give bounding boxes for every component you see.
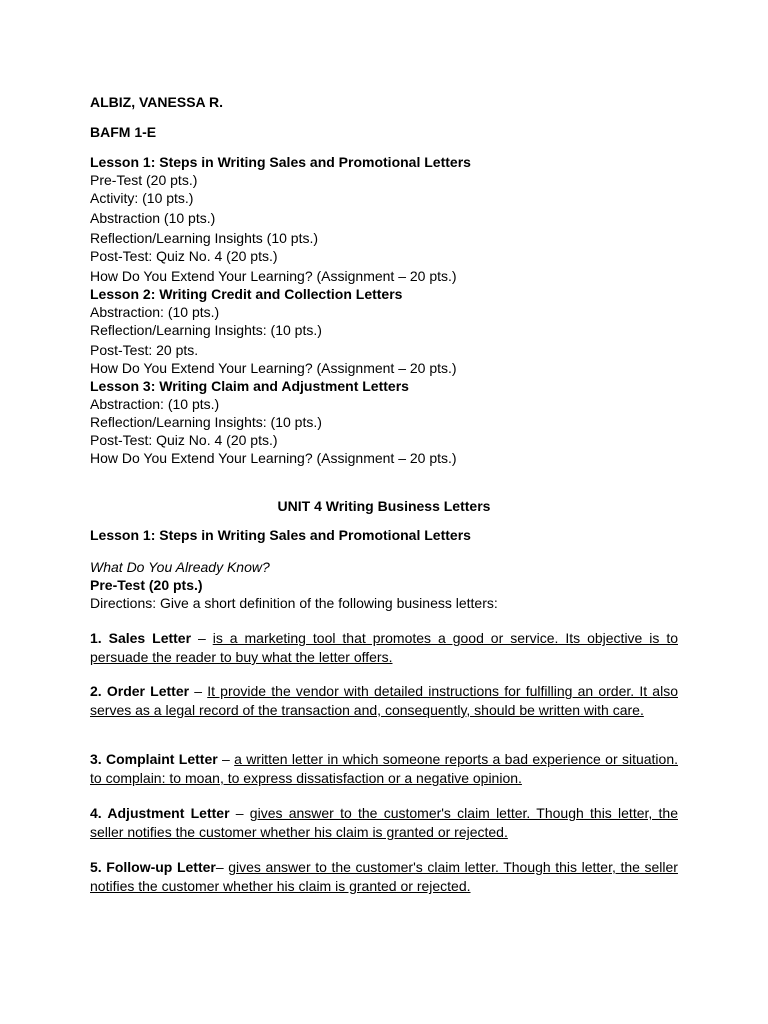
- unit-title: UNIT 4 Writing Business Letters: [277, 498, 491, 514]
- lesson1-item: Abstraction (10 pts.): [90, 210, 216, 226]
- lesson2-item: How Do You Extend Your Learning? (Assignment – 20 pts.): [90, 360, 457, 376]
- lesson3-item: How Do You Extend Your Learning? (Assignment – 20 pts.): [90, 450, 457, 466]
- lesson2-item: Post-Test: 20 pts.: [90, 342, 199, 358]
- lesson1-item: Post-Test: Quiz No. 4 (20 pts.): [90, 248, 278, 264]
- pretest-intro: [90, 558, 678, 612]
- lesson2-item: Reflection/Learning Insights: (10 pts.): [90, 322, 322, 338]
- lesson1-title: Lesson 1: Steps in Writing Sales and Promotional Letters: [90, 154, 471, 170]
- definition-term: 3. Complaint Letter: [90, 751, 218, 767]
- definition-item: [90, 629, 678, 667]
- pretest-title: Pre-Test (20 pts.): [90, 577, 203, 593]
- definition-separator: –: [215, 859, 229, 875]
- lesson3-item: Abstraction: (10 pts.): [90, 396, 220, 412]
- definition-item: [90, 750, 678, 788]
- lesson3-item: Post-Test: Quiz No. 4 (20 pts.): [90, 432, 278, 448]
- definition-item: [90, 804, 678, 842]
- definition-item: [90, 682, 678, 720]
- lesson2-item: Abstraction: (10 pts.): [90, 304, 220, 320]
- definition-separator: –: [217, 751, 235, 767]
- lesson3-title: Lesson 3: Writing Claim and Adjustment Letters: [90, 378, 409, 394]
- definition-text: It provide the vendor with detailed instructions for fulfilling an order. It also serves as a legal record of the transaction and, consequently, should be written with care.: [90, 683, 678, 718]
- directions: Directions: Give a short definition of the following business letters:: [90, 595, 498, 611]
- lesson1-item: Pre-Test (20 pts.): [90, 172, 198, 188]
- definition-separator: –: [229, 805, 250, 821]
- definition-term: 4. Adjustment Letter: [90, 805, 230, 821]
- unit-lesson-title: Lesson 1: Steps in Writing Sales and Promotional Letters: [90, 527, 471, 543]
- definition-item: [90, 858, 678, 896]
- definition-term: 1. Sales Letter: [90, 630, 192, 646]
- lesson1-item: How Do You Extend Your Learning? (Assignment – 20 pts.): [90, 268, 457, 284]
- definition-separator: –: [191, 630, 213, 646]
- lesson3-item: Reflection/Learning Insights: (10 pts.): [90, 414, 322, 430]
- lesson1-item: Reflection/Learning Insights (10 pts.): [90, 230, 319, 246]
- lesson2-title: Lesson 2: Writing Credit and Collection Letters: [90, 286, 403, 302]
- student-name: ALBIZ, VANESSA R.: [90, 94, 224, 110]
- lesson-summary: [90, 153, 678, 467]
- definition-text: gives answer to the customer's claim letter. Though this letter, the seller notifies the customer whether his claim is granted or rejected.: [90, 859, 678, 894]
- definition-term: 2. Order Letter: [90, 683, 190, 699]
- definition-text: gives answer to the customer's claim letter. Though this letter, the seller notifies the customer whether his claim is granted or rejected.: [90, 805, 678, 840]
- definition-text: a written letter in which someone reports a bad experience or situation. to complain: to moan, to express dissatisfaction or a negative opinion.: [90, 751, 679, 786]
- definition-text: is a marketing tool that promotes a good or service. Its objective is to persuade the reader to buy what the letter offers.: [90, 630, 678, 665]
- prompt-heading: What Do You Already Know?: [90, 559, 270, 575]
- student-section: BAFM 1-E: [90, 124, 157, 140]
- definition-separator: –: [189, 683, 208, 699]
- definition-term: 5. Follow-up Letter: [90, 859, 216, 875]
- lesson1-item: Activity: (10 pts.): [90, 190, 194, 206]
